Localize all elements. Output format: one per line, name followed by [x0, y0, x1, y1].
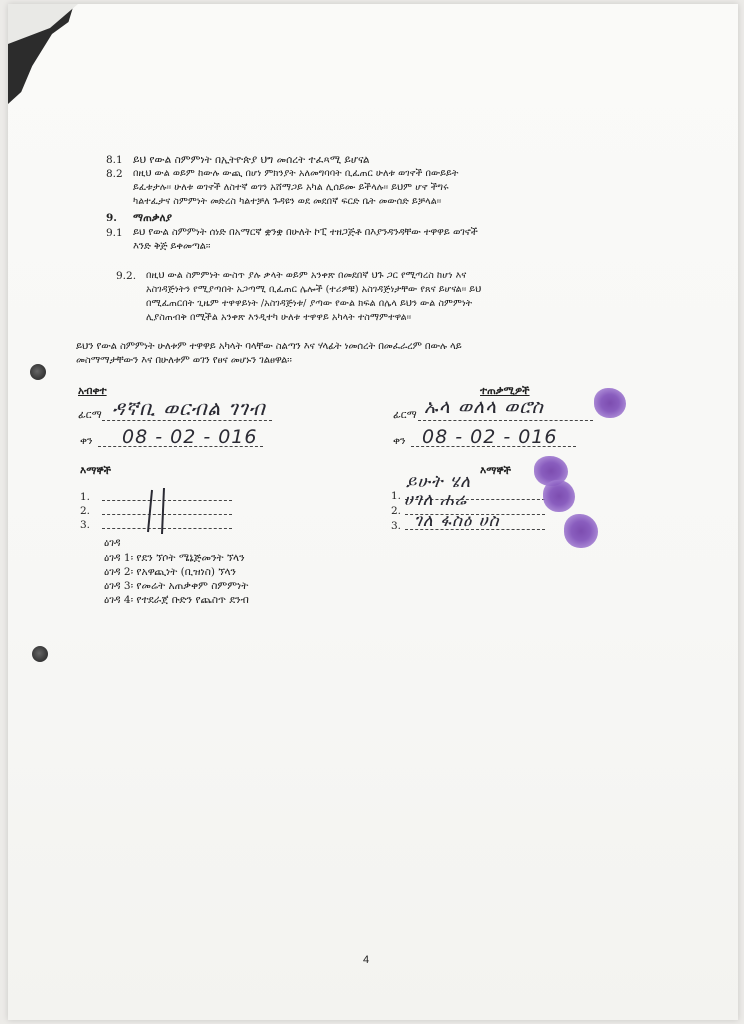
page-number: 4 — [363, 954, 370, 966]
clause-9-2-number: 9.2. — [116, 270, 137, 282]
right-date-label: ቀን — [393, 435, 406, 447]
witness-3-thumbprint — [564, 514, 598, 548]
right-witness-1-signature: ይሁት ሄለ — [406, 472, 472, 492]
right-party-title: ተጠቃሚዎች — [480, 385, 530, 397]
section-9-title: ማጠቃለያ — [133, 212, 173, 224]
left-witnesses-title: እማኞች — [80, 465, 112, 477]
left-witness-3-number: 3. — [80, 519, 91, 531]
left-sign-line — [102, 420, 272, 421]
clause-9-1-line-1: ይህ የውል ስምምነት ሰነድ በአማርኛ ቋንቋ በሁለት ኮፒ ተዘጋጅቶ በእያንዳንዳቸው ተዋዋይ ወገኖች — [133, 227, 478, 238]
closing-statement-line-1: ይህን የውል ስምምነት ሁለቱም ተዋዋይ አካላት ባላቸው ስልጣን እና ሃላፊት ነመሰረት በመፈራረም በውሉ ላይ — [76, 341, 462, 352]
right-sign-label: ፊርማ — [393, 409, 417, 421]
left-witness-strike-mark — [142, 486, 178, 536]
punch-hole-bottom — [32, 646, 48, 662]
right-party-thumbprint — [594, 388, 626, 418]
clause-9-2-line-3: በሚፈጠርበት ጊዜም ተዋዋይነት /አስገዳጅነቱ/ ያጣው የውል ክፍል በሌላ ይህን ውል ስምምነት — [146, 298, 473, 309]
attachment-item-4: ዕገዳ 4፡ የተደራጀ ቡድን የጨስጥ ደንብ — [104, 594, 249, 606]
left-witness-1-number: 1. — [80, 491, 91, 503]
right-sign-line — [418, 420, 593, 421]
attachment-item-2: ዕገዳ 2፡ የአዋጪነት (ቢዝነስ) ኘላን — [104, 566, 237, 578]
closing-statement-line-2: መስማማታቸውን እና በሁለቱም ወገን የፀና መሆኑን ገልፀዋል፡፡ — [76, 355, 292, 366]
right-witness-1-number: 1. — [391, 490, 402, 502]
left-sign-label: ፊርማ — [78, 409, 102, 421]
section-9-number: 9. — [106, 212, 117, 224]
clause-8-2-line-2: ይፈቱታሉ፡፡ ሁለቱ ወገኖች ለስተኛ ወገን አሸማጋይ አካል ሊሰይሙ ይችላሉ፡፡ ይህም ሆኖ ችግሩ — [133, 182, 449, 193]
right-witness-2-signature: ሀገለ ሐሬ — [404, 490, 468, 510]
left-witness-2-number: 2. — [80, 505, 91, 517]
clause-8-2-line-1: በዚህ ውል ወይም ከውሉ ውጪ በሆነ ምክንያት አለመግባባት ቢፈጠር ሁለቱ ወገኖች በውይይት — [133, 168, 459, 179]
clause-9-2-line-4: ሊያስጠብቅ በሚችል አንቀጽ እንዲተካ ሁለቱ ተዋዋይ አካላት ተስማምተዋል፡፡ — [146, 312, 412, 323]
clause-9-2-line-1: በዚህ ውል ስምምነት ውስጥ ያሉ ቃላት ወይም አንቀጽ በመደበኛ ህጉ ጋር የሚጣረስ ከሆነ እና — [146, 270, 467, 281]
left-date-label: ቀን — [80, 435, 93, 447]
right-date-value: 08 - 02 - 016 — [422, 426, 558, 448]
right-witness-3-number: 3. — [391, 520, 402, 532]
clause-9-2-line-2: አስገዳጅነትን የሚያጣበት አጋጣሚ ቢፈጠር ሌሎች (ተሪዎቹ) አስገዳጅነታቸው የጸና ይሆናል፡፡ ይህ — [146, 284, 482, 295]
clause-8-1-number: 8.1 — [106, 154, 123, 166]
clause-8-1-text: ይህ የውል ስምምነት በኢትዮጵያ ህግ መሰረት ተፈጻሚ ይሆናል — [133, 154, 370, 166]
clause-9-1-number: 9.1 — [106, 227, 123, 239]
attachment-item-3: ዕገዳ 3፡ የመሬት አጠቃቀም ስምምነት — [104, 580, 249, 592]
clause-8-2-number: 8.2 — [106, 168, 123, 180]
punch-hole-top — [30, 364, 46, 380]
left-party-title: አብቀተ — [78, 385, 107, 397]
right-witness-3-signature: ገለ ፋስዕ ሀስ — [414, 511, 500, 531]
right-witness-2-number: 2. — [391, 505, 402, 517]
witness-2-thumbprint — [543, 480, 575, 512]
clause-8-2-line-3: ካልተፈታና ስምምነት መድረስ ካልተቻለ ጉዳዩን ወደ መደበኛ ፍርድ ቤት መውሰድ ይቻላል፡፡ — [133, 196, 442, 207]
attachment-item-1: ዕገዳ 1፡ የደን ኘሶት ሜኔጅመንት ኘላን — [104, 552, 245, 564]
left-date-value: 08 - 02 - 016 — [122, 426, 258, 448]
right-witnesses-title: እማኞች — [480, 465, 512, 477]
attachments-title: ዕገዳ — [104, 537, 121, 549]
right-signature: ኡላ ወለላ ወሮስ — [424, 396, 544, 418]
left-signature: ዳኛቢ ወርብል ገገብ — [112, 396, 266, 420]
clause-9-1-line-2: እንድ ቅጅ ይቀመጣል፡፡ — [133, 241, 211, 252]
